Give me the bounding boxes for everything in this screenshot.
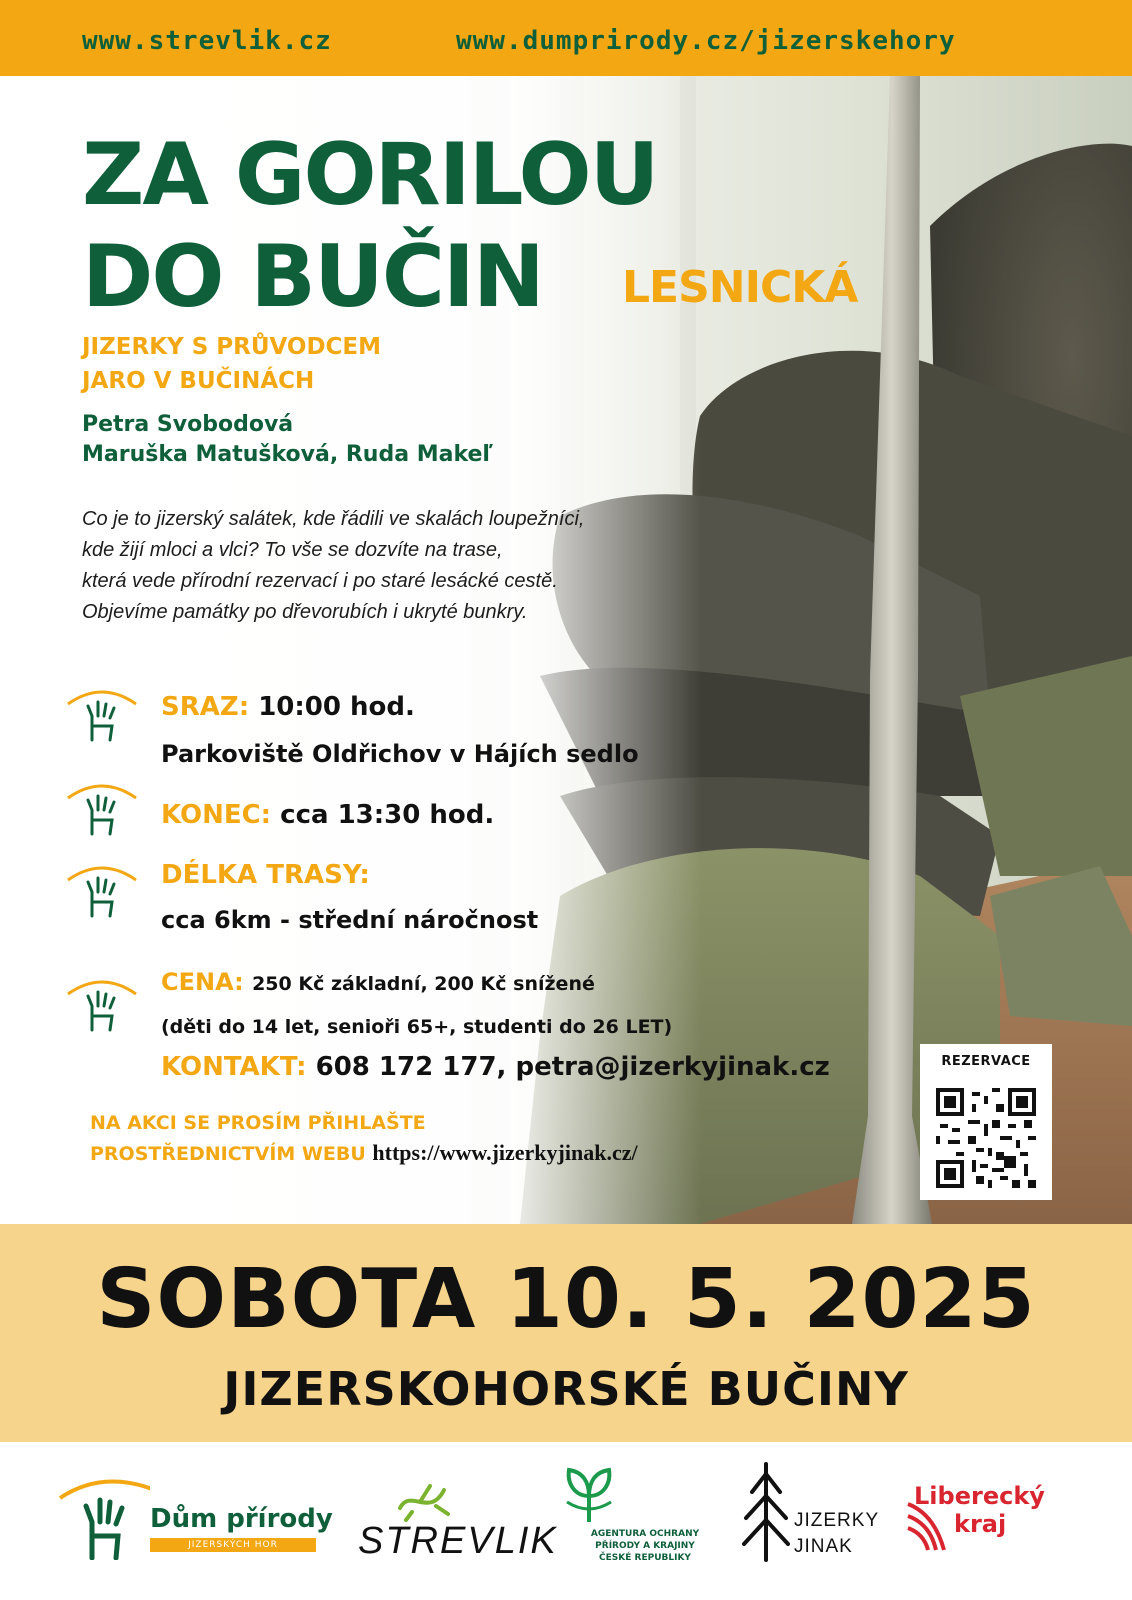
tree-icon [738, 1460, 794, 1564]
qr-label: REZERVACE [941, 1054, 1031, 1069]
subtitle-line-2: JARO V BUČINÁCH [82, 368, 315, 394]
cena-value: 250 Kč základní, 200 Kč snížené [252, 973, 595, 995]
jizerky-jinak-text [794, 1508, 879, 1560]
top-bar [0, 0, 1132, 76]
kontakt-label: KONTAKT: [161, 1052, 307, 1082]
jizerky-line: JIZERKY [794, 1510, 880, 1531]
guide-name-2: Maruška Matušková, Ruda Makeľ [82, 442, 493, 467]
description-line: která vede přírodní rezervací i po staré lesácké cestě. [82, 570, 558, 592]
hand-icon [58, 1470, 150, 1560]
aopk-line: PŘÍRODY A KRAJINY [595, 1541, 695, 1551]
jizerky-jinak-logo[interactable] [738, 1460, 878, 1570]
strevlik-name: STREVLIK [358, 1520, 558, 1562]
beetle-icon [390, 1478, 460, 1522]
aopk-text [585, 1528, 705, 1564]
sraz-row [161, 692, 415, 722]
subtitle-line-1: JIZERKY S PRŮVODCEM [82, 334, 382, 360]
sraz-place: Parkoviště Oldřichov v Hájích sedlo [161, 740, 639, 768]
title-tag: LESNICKÁ [622, 262, 858, 313]
description-line: Co je to jizerský salátek, kde řádili ve skalách loupežníci, [82, 508, 585, 530]
event-place: JIZERSKOHORSKÉ BUČINY [223, 1362, 909, 1416]
delka-label: DÉLKA TRASY: [161, 860, 370, 890]
leaf-icon [557, 1462, 621, 1526]
registration-line-1: NA AKCI SE PROSÍM PŘIHLAŠTE [90, 1112, 426, 1134]
konec-label: KONEC: [161, 800, 272, 830]
hand-icon [64, 686, 140, 742]
title-line-2: DO BUČIN [82, 227, 543, 327]
cena-row [161, 968, 595, 996]
jinak-line: JINAK [794, 1536, 853, 1557]
delka-value: cca 6km - střední náročnost [161, 906, 539, 934]
partner-logos [0, 1442, 1132, 1600]
konec-time: cca 13:30 hod. [280, 800, 495, 830]
kontakt-value[interactable]: 608 172 177, petra@jizerkyjinak.cz [315, 1052, 830, 1082]
strevlik-logo[interactable] [354, 1478, 558, 1568]
qr-box[interactable] [920, 1044, 1052, 1200]
description-line: kde žijí mloci a vlci? To vše se dozvíte na trase, [82, 539, 503, 561]
strevlik-url[interactable]: www.strevlik.cz [82, 26, 332, 56]
liberecky-kraj-text [914, 1482, 1045, 1538]
qr-code-icon[interactable] [936, 1088, 1036, 1188]
dum-prirody-logo[interactable] [58, 1470, 333, 1560]
cena-note: (děti do 14 let, senioři 65+, studenti do 26 LET) [161, 1016, 673, 1038]
dum-prirody-name: Dům přírody [150, 1504, 333, 1534]
kontakt-row [161, 1052, 830, 1082]
liberecky-line: Liberecký [914, 1482, 1045, 1510]
kraj-line: kraj [954, 1510, 1007, 1538]
title-line-1: ZA GORILOU [82, 125, 658, 225]
aopk-line: AGENTURA OCHRANY [590, 1529, 700, 1539]
sraz-label: SRAZ: [161, 692, 250, 722]
aopk-logo[interactable] [565, 1462, 715, 1572]
konec-row [161, 800, 494, 830]
description-line: Objevíme památky po dřevorubích i ukryté bunkry. [82, 601, 528, 623]
registration-text: PROSTŘEDNICTVÍM WEBU [90, 1143, 366, 1165]
registration-web-link[interactable]: https://www.jizerkyjinak.cz/ [372, 1140, 638, 1165]
registration-line-2 [90, 1140, 638, 1166]
cena-label: CENA: [161, 968, 244, 996]
dum-prirody-bar [150, 1538, 316, 1552]
guide-name-1: Petra Svobodová [82, 412, 294, 437]
hand-icon [64, 976, 140, 1032]
delka-row [161, 860, 370, 890]
dumprirody-url[interactable]: www.dumprirody.cz/jizerskehory [456, 26, 956, 56]
aopk-line: ČESKÉ REPUBLIKY [599, 1553, 691, 1563]
description [82, 504, 642, 628]
event-date: SOBOTA 10. 5. 2025 [96, 1252, 1036, 1347]
sraz-time: 10:00 hod. [258, 692, 415, 722]
dum-prirody-sub: JIZERSKÝCH HOR [188, 1540, 278, 1550]
hand-icon [64, 862, 140, 918]
liberecky-kraj-logo[interactable] [904, 1470, 1064, 1560]
hand-icon [64, 780, 140, 836]
